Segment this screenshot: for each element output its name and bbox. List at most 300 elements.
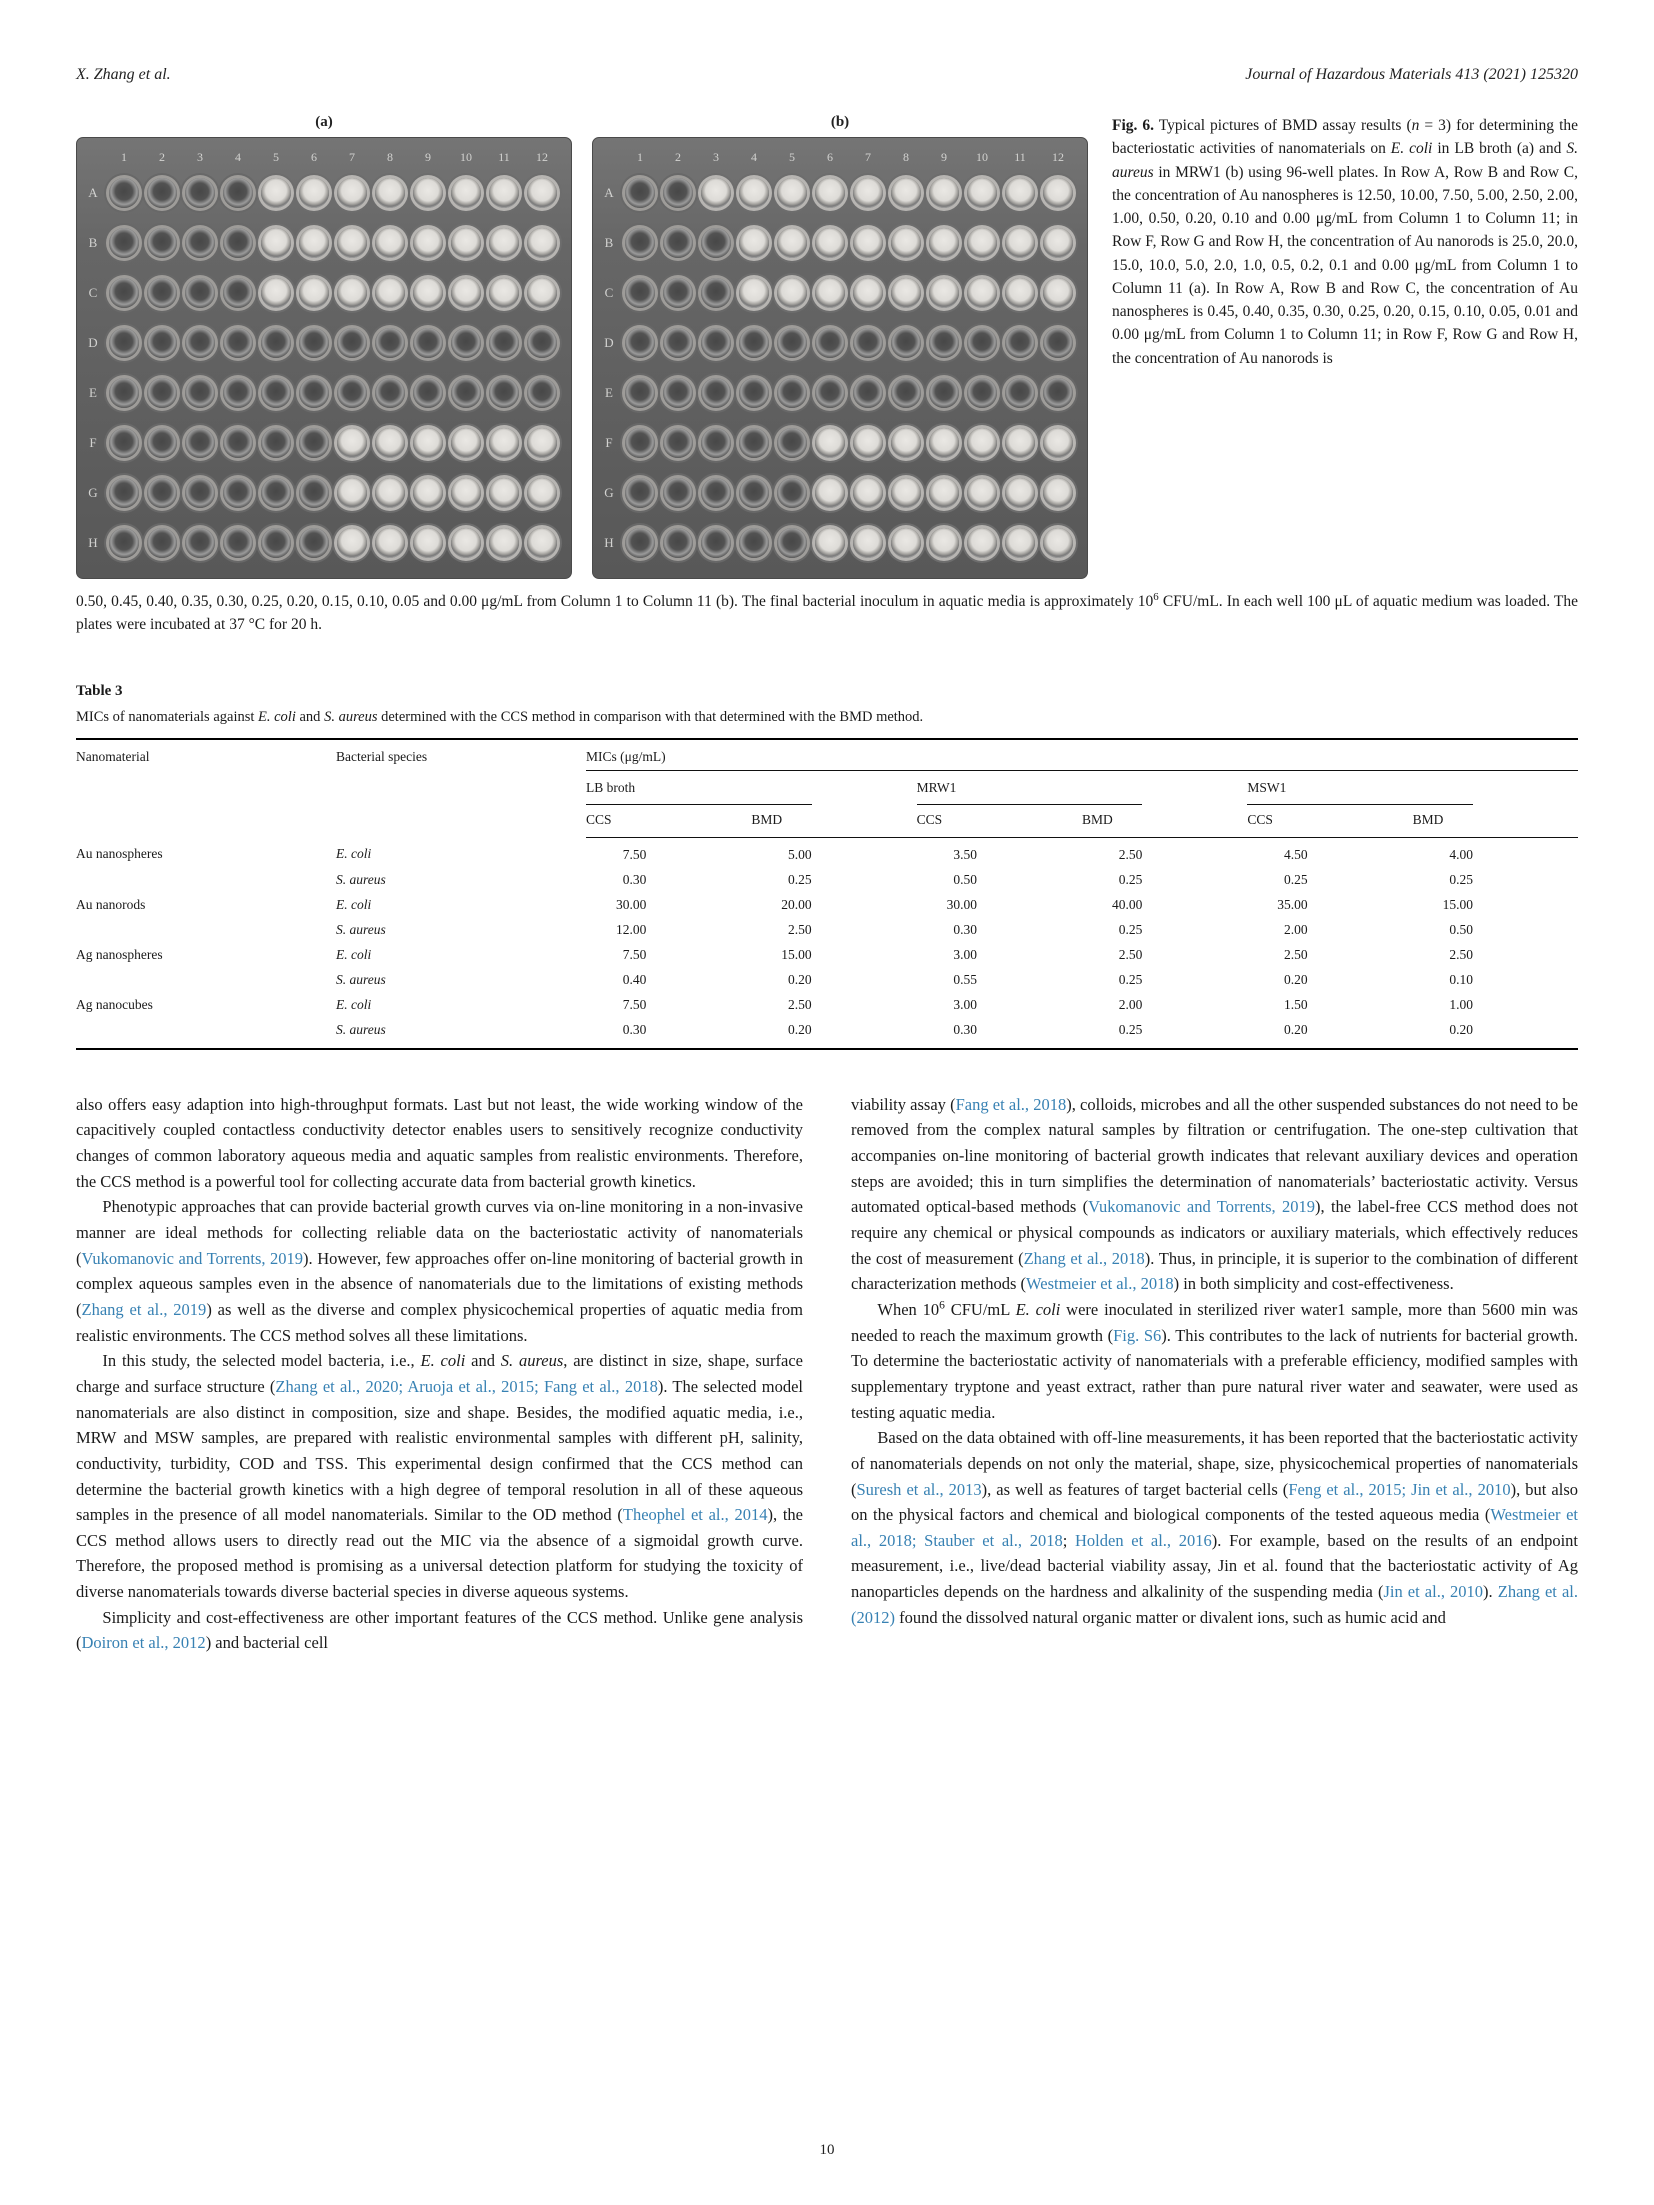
well [1005,528,1035,558]
well [663,278,693,308]
paragraph [76,1194,803,1348]
well [1005,178,1035,208]
well [777,228,807,258]
table-cell: S. aureus [336,921,386,937]
well [777,278,807,308]
text-segment: E. coli [420,1351,466,1371]
well [375,278,405,308]
column-number-label: 10 [460,149,472,164]
table-cell: 0.25 [1284,871,1308,887]
table-cell: S. aureus [336,971,386,987]
table-cell: 3.00 [953,996,977,1012]
column-number-label: 7 [349,149,355,164]
well [1005,278,1035,308]
column-number-label: 11 [498,149,510,164]
well [739,528,769,558]
well [337,278,367,308]
text-segment: Simplicity and cost-effectiveness are other important features of the CCS method. Unlike gene analysis ( [76,1607,803,1653]
well [261,378,291,408]
text-segment: viability assay ( [851,1094,956,1114]
well [853,178,883,208]
table-cell [76,967,336,992]
citation-link[interactable]: Vukomanovic and Torrents, 2019 [1088,1197,1316,1217]
well [147,428,177,458]
table-cell: Au nanospheres [76,846,163,862]
table-cell [76,1017,336,1049]
text-segment: CFU/mL [944,1299,1016,1319]
citation-link[interactable]: Zhang et al., 2020; Aruoja et al., 2015; Fang et al., 2018 [275,1376,658,1396]
text-segment: ) as well as the diverse and complex physicochemical properties of aquatic media from realistic environments. The CCS method solves all these limitations. [76,1299,803,1345]
well [1005,228,1035,258]
row-letter-label: H [88,535,98,550]
well [701,478,731,508]
text-segment: CFU/mL. In each well 100 μL of aquatic medium was loaded. The plates were incubated at 37 °C for 20 h. [76,593,1579,634]
table-cell: 4.50 [1284,846,1308,862]
well [223,478,253,508]
well [375,478,405,508]
well [527,278,557,308]
well [261,328,291,358]
well [261,528,291,558]
well [967,228,997,258]
column-number-label: 2 [675,149,681,164]
subcol-bmd: BMD [1082,805,1247,838]
citation-link[interactable]: Zhang et al. (2012) [851,1582,1579,1627]
well [929,178,959,208]
table-cell: 0.40 [622,971,647,987]
table-cell: 2.50 [788,921,812,937]
text-segment: in MRW1 (b) using 96-well plates. In Row A, Row B and Row C, the concentration of Au nanospheres is 12.50, 10.00, 7.50, 5.00, 2.50, 2.00, 1.00, 0.50, 0.20, 0.10 and 0.00 μg/mL from Column 1 to Column 11; in Row F, Row G and Row H, the concentration of Au nanorods is 25.0, 20.0, 15.0, 10.0, 5.0, 2.0, 1.0, 0.5, 0.2, 0.1 and 0.00 μg/mL from Column 1 to Column 11 (a). In Row A, Row B and Row C, the concentration of Au nanospheres is 0.45, 0.40, 0.35, 0.30, 0.25, 0.20, 0.15, 0.10, 0.05, 0.01 and 0.00 μg/mL from Column 1 to Column 11; in Row F, Row G and Row H, the concentration of Au nanorods is [1112,163,1578,367]
paragraph [851,1092,1578,1297]
table-cell: 0.30 [953,1021,977,1037]
well [1043,228,1073,258]
table-row [76,892,1578,917]
well [109,328,139,358]
well [929,328,959,358]
table-cell: 0.10 [1449,971,1473,987]
text-segment: S. aureus [324,708,378,725]
row-letter-label: E [89,385,97,400]
column-number-label: 6 [311,149,317,164]
column-number-label: 1 [637,149,643,164]
row-letter-label: F [605,435,613,450]
subcol-ccs: CCS [1247,805,1412,838]
well [337,228,367,258]
well [375,228,405,258]
plate-corner [597,146,621,168]
column-number-label: 5 [273,149,279,164]
column-number-label: 9 [941,149,947,164]
citation-link[interactable]: Holden et al., 2016 [1075,1530,1212,1550]
text-segment: ), but also on the physical factors and chemical and biological components of the tested aqueous media ( [851,1479,1578,1525]
text-segment: and [465,1351,501,1371]
table-cell: 0.20 [788,1021,812,1037]
well [451,228,481,258]
well [337,528,367,558]
row-letter-label: A [604,185,614,200]
table-cell: 0.55 [953,971,977,987]
group-lb-broth [586,770,917,805]
well [489,278,519,308]
text-segment: 0.50, 0.45, 0.40, 0.35, 0.30, 0.25, 0.20, 0.15, 0.10, 0.05 and 0.00 μg/mL from Column 1 to Column 11 (b). The final bacterial inoculum in aquatic media is approximately 10 [76,593,1154,611]
row-letter-label: H [604,535,614,550]
text-segment: ), colloids, microbes and all the other suspended substances do not need to be removed from the complex natural samples by filtration or centrifugation. The one-step cultivation that accompanies on-line monitoring of bacterial growth indicates that relevant auxiliary devices and operation steps are avoided; this in turn simplifies the determination of nanomaterials’ bacteriostatic activity. Versus automated optical-based methods ( [851,1094,1578,1217]
well [1043,378,1073,408]
table-cell: 0.20 [1284,1021,1308,1037]
citation-link[interactable]: Westmeier et al., 2018 [1026,1274,1174,1294]
table-cell: 2.50 [1118,946,1143,962]
table-cell: 0.20 [788,971,812,987]
well [451,528,481,558]
well [185,278,215,308]
well [413,428,443,458]
citation-link[interactable]: Zhang et al., 2019 [81,1299,207,1319]
table-cell: 4.00 [1449,846,1473,862]
row-letter-label: F [89,435,97,450]
well [527,428,557,458]
text-segment: Fig. 6. [1112,117,1155,134]
text-segment: Typical pictures of BMD assay results ( [1154,117,1412,134]
well [625,228,655,258]
row-letter-label: C [604,285,614,300]
paragraph [851,1297,1578,1425]
citation-link[interactable]: Vukomanovic and Torrents, 2019 [81,1248,304,1268]
well [929,228,959,258]
well [701,178,731,208]
well [185,228,215,258]
table-cell: 7.50 [622,846,647,862]
well [663,478,693,508]
table-cell: E. coli [336,996,372,1012]
well [891,228,921,258]
well [451,178,481,208]
well [929,528,959,558]
well [109,428,139,458]
column-number-label: 1 [121,149,127,164]
well-plate-b-photo [592,137,1088,579]
well [147,478,177,508]
well [185,478,215,508]
well [527,478,557,508]
table-cell: 2.50 [1449,946,1473,962]
well [299,478,329,508]
well [413,228,443,258]
well [777,428,807,458]
well [413,378,443,408]
row-letter-label: C [88,285,98,300]
citation-link[interactable]: Westmeier et al., 2018; Stauber et al., 2018 [851,1505,1578,1550]
column-number-label: 6 [827,149,833,164]
well [375,378,405,408]
table-row [76,1017,1578,1049]
well [1043,278,1073,308]
text-segment: = 3) for determining the bacteriostatic activities of nanomaterials on [1112,117,1578,158]
well [891,278,921,308]
well [375,428,405,458]
citation-link[interactable]: Doiron et al., 2012 [81,1633,206,1653]
well [777,378,807,408]
well [739,328,769,358]
row-letter-label: G [88,485,98,500]
table-cell: Au nanorods [76,896,146,912]
table-cell: 7.50 [622,996,647,1012]
well [967,428,997,458]
well [413,178,443,208]
table-cell: 0.30 [622,1021,647,1037]
table-cell: 15.00 [1442,896,1473,912]
well [337,178,367,208]
well [147,378,177,408]
well [223,278,253,308]
well [147,228,177,258]
group-label: MSW1 [1247,780,1473,805]
well [929,278,959,308]
group-msw1 [1247,770,1578,805]
well [1005,478,1035,508]
well [261,428,291,458]
table-row [76,967,1578,992]
text-segment: ). However, few approaches offer on-line monitoring of bacterial growth in complex aqueous samples even in the absence of nanomaterials due to the limitations of existing methods ( [76,1248,803,1319]
citation-link[interactable]: Fang et al., 2018 [955,1094,1067,1114]
well [739,478,769,508]
well [701,528,731,558]
table-cell: 30.00 [615,896,647,912]
table-cell: 2.50 [1284,946,1308,962]
row-letter-label: D [88,335,98,350]
text-segment: in LB broth (a) and [1432,140,1567,158]
table-cell: 2.00 [1118,996,1143,1012]
well [739,178,769,208]
citation-link[interactable]: Suresh et al., 2013 [856,1479,982,1499]
subcol-bmd: BMD [1413,805,1578,838]
well [413,528,443,558]
left-column [76,1092,803,1656]
well [625,428,655,458]
well [701,278,731,308]
well [223,528,253,558]
table-cell: 2.00 [1284,921,1308,937]
plate-corner [81,146,105,168]
well [375,328,405,358]
well [375,528,405,558]
well [815,478,845,508]
citation-link[interactable]: Zhang et al., 2018 [1023,1248,1145,1268]
well [701,378,731,408]
paragraph [851,1425,1578,1630]
well [1043,178,1073,208]
table-cell: E. coli [336,946,372,962]
text-segment: S. aureus [500,1351,564,1371]
well [337,428,367,458]
well [929,478,959,508]
well [489,528,519,558]
well [815,378,845,408]
table-cell: E. coli [336,896,372,912]
well [1043,528,1073,558]
table-cell: 20.00 [781,896,812,912]
column-number-label: 4 [751,149,757,164]
journal-citation: Journal of Hazardous Materials 413 (2021) 125320 [1245,66,1578,83]
column-number-label: 12 [536,149,548,164]
well [815,428,845,458]
text-segment: ) in both simplicity and cost-effectiveness. [1173,1274,1454,1294]
well [967,178,997,208]
well [701,428,731,458]
table-row [76,837,1578,867]
well [891,328,921,358]
well [1005,378,1035,408]
well [299,328,329,358]
table-cell: 0.30 [622,871,647,887]
text-segment: ) and bacterial cell [205,1633,328,1653]
text-segment: ). For example, based on the results of an endpoint measurement, i.e., live/dead bacterial viability assay, Jin et al. found that the bacteriostatic activity of Ag nanoparticles depends on the hardness and alkalinity of the suspending media ( [851,1530,1578,1602]
well [815,228,845,258]
column-number-label: 4 [235,149,241,164]
text-segment: E. coli [258,708,296,725]
well [109,178,139,208]
plate-b-block [592,114,1088,579]
well [663,328,693,358]
well [527,178,557,208]
table-cell: 0.30 [953,921,977,937]
well [261,478,291,508]
well [337,478,367,508]
well [147,328,177,358]
well-plate-photos [76,114,1088,579]
well [625,278,655,308]
well [527,328,557,358]
well [739,378,769,408]
table-cell: 12.00 [615,921,647,937]
well [701,228,731,258]
table-cell: 7.50 [622,946,647,962]
well [223,428,253,458]
citation-link[interactable]: Fig. S6 [1113,1325,1162,1345]
well [1005,328,1035,358]
table-row [76,992,1578,1017]
well [663,428,693,458]
well [1043,328,1073,358]
text-segment: 6 [939,1299,945,1312]
citation-link[interactable]: Jin et al., 2010 [1383,1582,1484,1602]
table-3-caption [76,709,1578,726]
table-cell: 1.00 [1449,996,1473,1012]
table-cell: Ag nanospheres [76,946,163,962]
well [527,228,557,258]
table-cell: E. coli [336,846,372,862]
table-cell: 5.00 [788,846,812,862]
column-number-label: 12 [1052,149,1064,164]
table-cell: 0.25 [1118,1021,1143,1037]
page-header [76,66,1578,84]
citation-link[interactable]: Theophel et al., 2014 [622,1505,768,1525]
well [853,228,883,258]
well [815,278,845,308]
well [663,378,693,408]
well [299,428,329,458]
well [185,428,215,458]
row-letter-label: G [604,485,614,500]
well [777,328,807,358]
text-segment: Based on the data obtained with off-line measurements, it has been reported that the bacteriostatic activity of nanomaterials depends on not only the material, shape, size, physicochemical properties of nanomaterials ( [851,1428,1578,1499]
right-column [851,1092,1578,1656]
table-cell: 15.00 [781,946,812,962]
well [223,328,253,358]
table-cell: 0.25 [1118,971,1143,987]
running-author: X. Zhang et al. [76,66,171,83]
well [701,328,731,358]
text-segment: E. coli [1390,140,1433,158]
citation-link[interactable]: Feng et al., 2015; Jin et al., 2010 [1288,1479,1511,1499]
table-cell: 2.50 [1118,846,1143,862]
well [337,328,367,358]
well [853,278,883,308]
mic-table [76,738,1578,1050]
well [815,328,845,358]
well [625,178,655,208]
well [413,478,443,508]
well [967,528,997,558]
well [185,178,215,208]
text-segment: ). Thus, in principle, it is superior to the combination of different characterization methods ( [851,1248,1578,1294]
table-cell: 3.50 [953,846,977,862]
row-letter-label: E [605,385,613,400]
well [375,178,405,208]
table-cell: 2.50 [788,996,812,1012]
figure-6 [76,114,1578,579]
well [891,478,921,508]
text-segment: Phenotypic approaches that can provide bacterial growth curves via on-line monitoring in a non-invasive manner are ideal methods for collecting reliable data on the bacteriostatic activity of nanomaterials ( [76,1197,803,1268]
well [261,178,291,208]
table-cell: 1.50 [1284,996,1308,1012]
text-segment: ). This contributes to the lack of nutrients for bacterial growth. To determine the bacteriostatic activity of nanomaterials with a preferable efficiency, modified samples with supplementary tryptone and yeast extract, rather than pure natural river water and seawater, were used as testing aquatic media. [851,1325,1579,1422]
well [451,378,481,408]
well [625,478,655,508]
text-segment: ; [1062,1530,1076,1550]
well [967,328,997,358]
well [147,528,177,558]
col-header-mics: MICs (μg/mL) [586,739,1578,771]
table-3-title: Table 3 [76,682,123,699]
well [853,428,883,458]
row-letter-label: B [88,235,98,250]
subcol-ccs: CCS [917,805,1082,838]
well [739,278,769,308]
text-segment: In this study, the selected model bacteria, i.e., [102,1351,421,1371]
well [815,178,845,208]
well [185,328,215,358]
table-cell: 0.50 [953,871,977,887]
well [853,328,883,358]
table-row [76,942,1578,967]
well [489,478,519,508]
well [451,428,481,458]
well [815,528,845,558]
well [109,378,139,408]
well [451,328,481,358]
well [777,528,807,558]
group-label: MRW1 [917,780,1143,805]
well [489,428,519,458]
table-cell: Ag nanocubes [76,996,153,1012]
well [891,428,921,458]
well [1043,428,1073,458]
table-cell [76,867,336,892]
well [489,178,519,208]
well [299,378,329,408]
well [967,478,997,508]
page-number: 10 [819,2142,835,2158]
